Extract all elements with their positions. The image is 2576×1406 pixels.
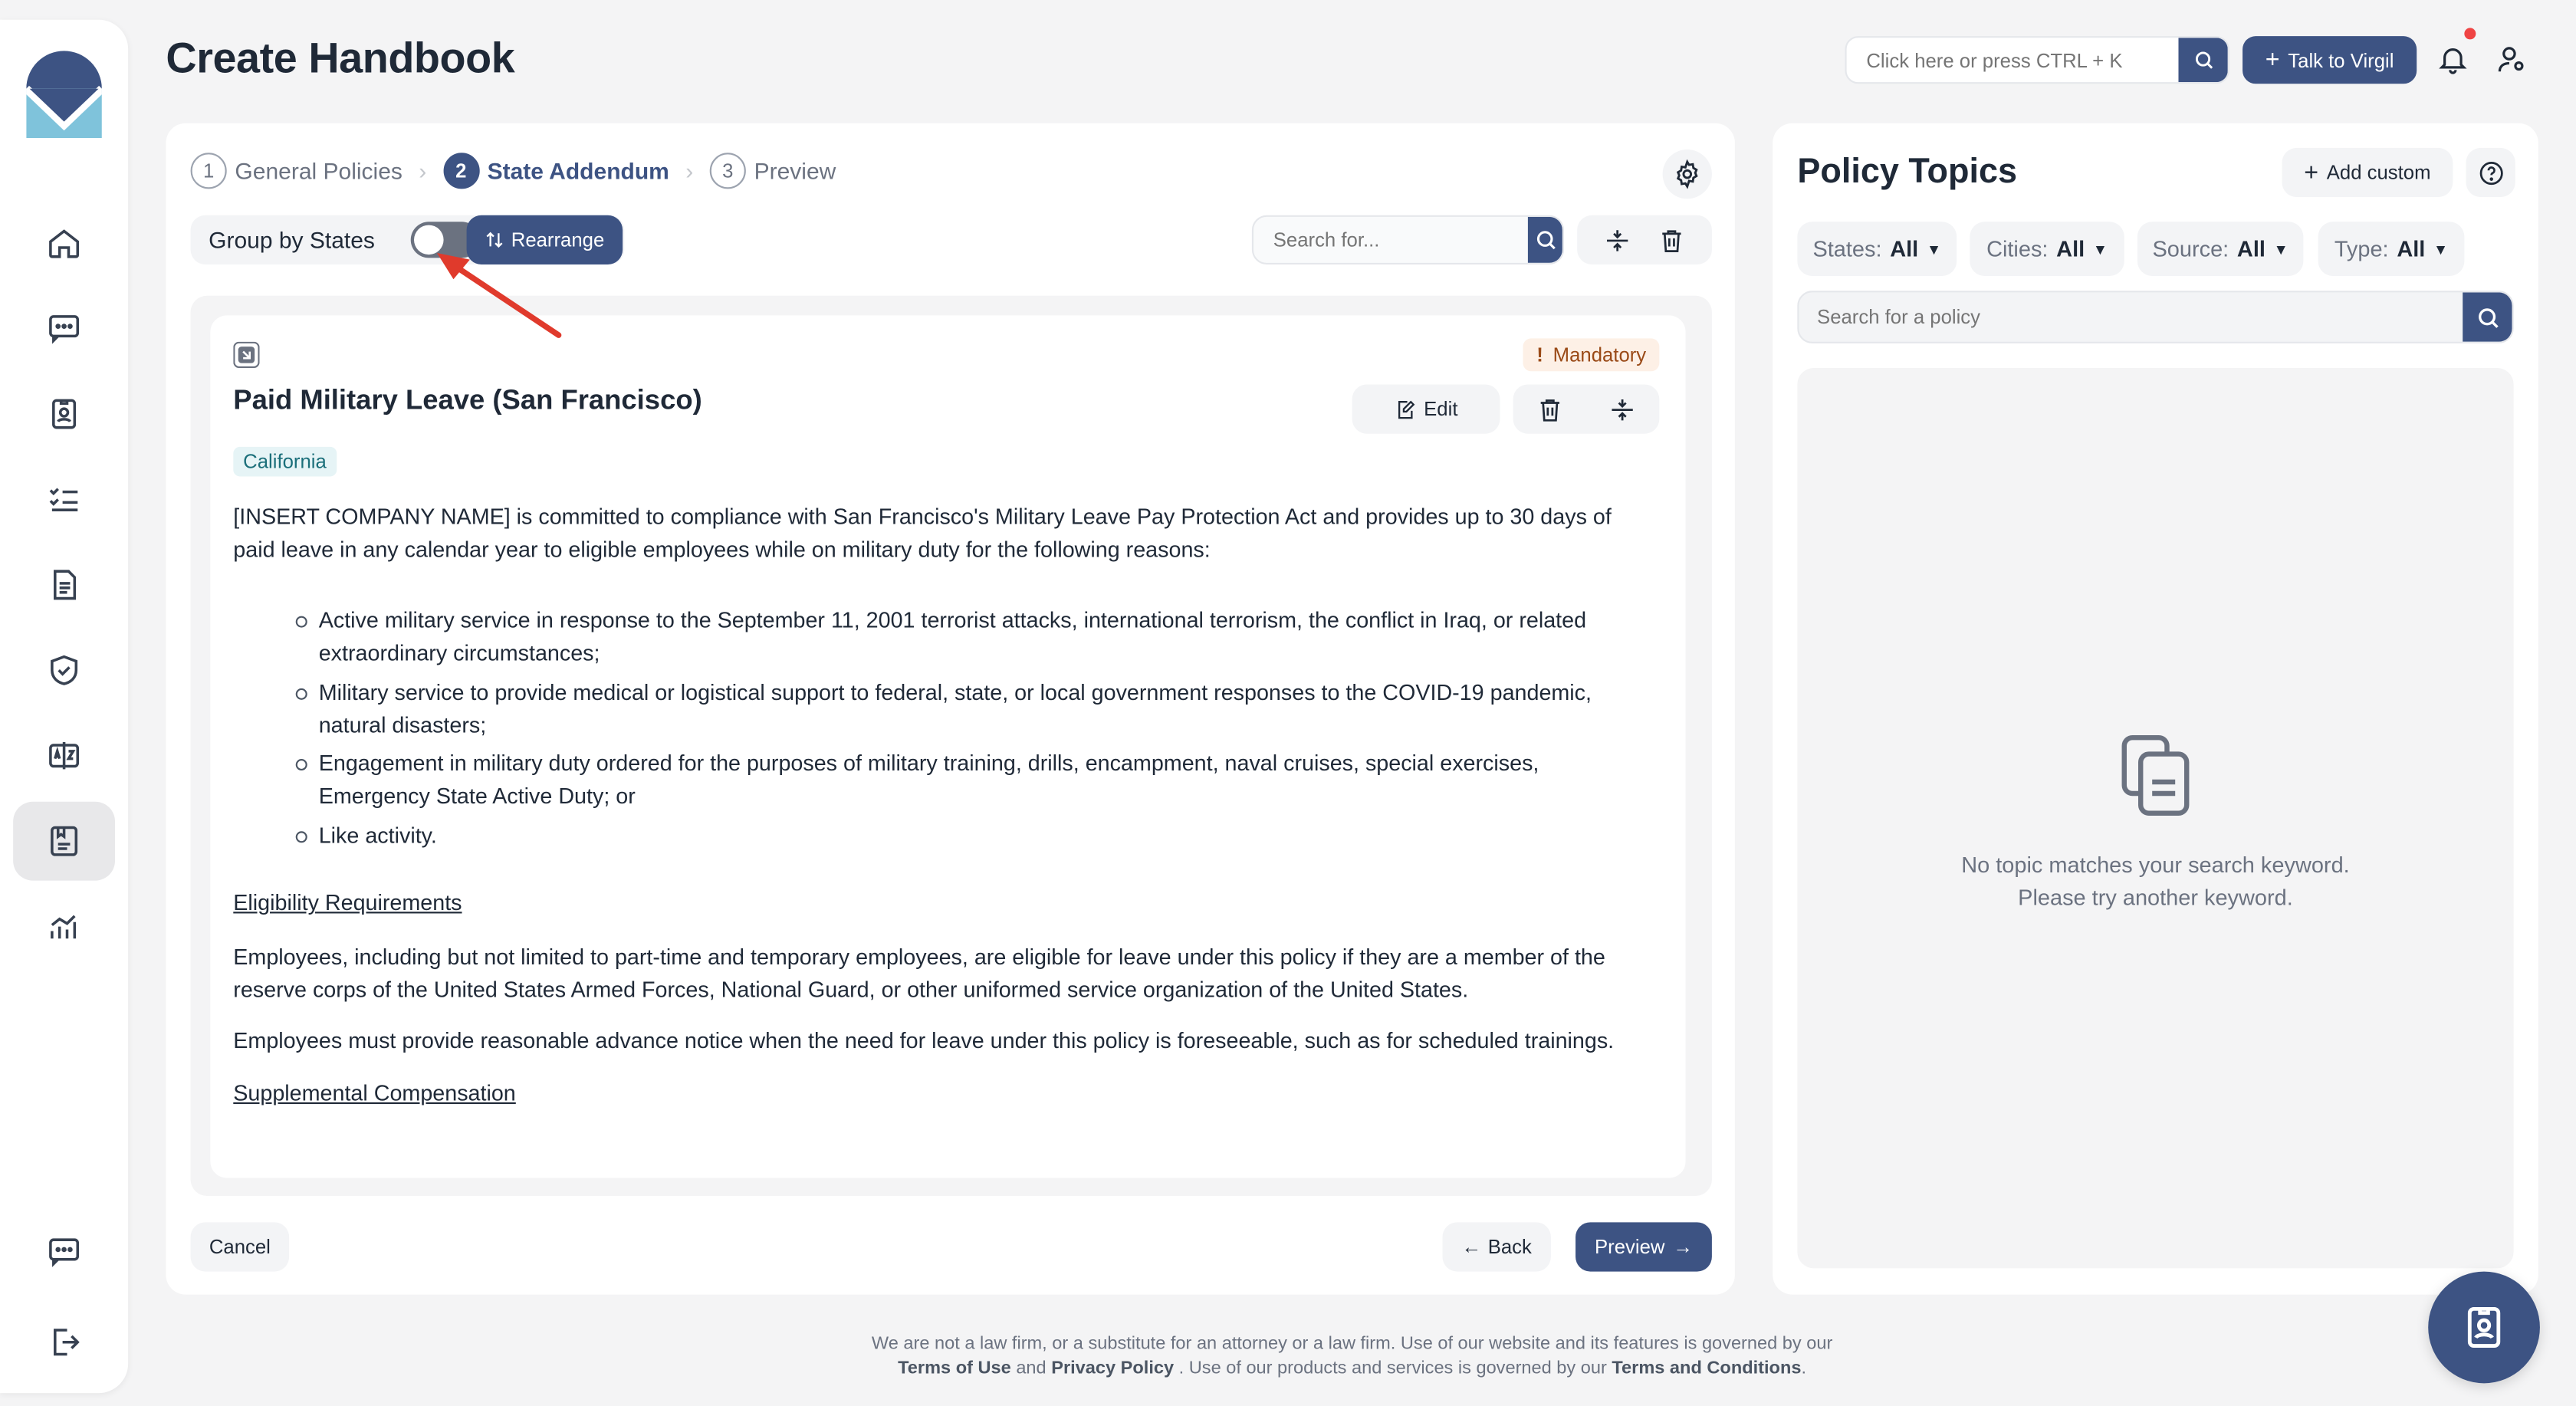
privacy-policy-link[interactable]: Privacy Policy — [1051, 1358, 1175, 1378]
footer-and: and — [1016, 1358, 1046, 1378]
search-icon — [2475, 305, 2499, 330]
trash-icon[interactable] — [1536, 395, 1563, 422]
nav-shield[interactable] — [13, 631, 115, 710]
legal-footer — [166, 1332, 2538, 1381]
policies-list — [191, 296, 1712, 1196]
filter-value: All — [2397, 236, 2426, 261]
nav-handbook[interactable] — [13, 802, 115, 881]
chat-icon — [46, 310, 82, 347]
step-number: 1 — [191, 153, 227, 189]
policy-search-input[interactable] — [1254, 217, 1528, 263]
nav-document[interactable] — [13, 545, 115, 624]
policy-search-button[interactable] — [1528, 217, 1562, 263]
topics-search-input[interactable] — [1799, 292, 2463, 341]
compare-icon — [46, 737, 82, 774]
add-custom-button[interactable] — [2282, 148, 2453, 197]
feedback-icon — [46, 1234, 82, 1270]
states-filter[interactable] — [1797, 222, 1957, 276]
sidebar — [0, 20, 128, 1393]
handbook-editor-card — [166, 123, 1734, 1295]
step-general-policies[interactable] — [191, 153, 402, 189]
edit-button[interactable] — [1352, 384, 1500, 433]
list-item: Military service to provide medical or logistical support to federal, state, or local government responses to the COVID-19 pandemic, natural disasters; — [296, 676, 1656, 741]
copy-document-icon — [2119, 733, 2191, 818]
global-search-input[interactable] — [1847, 38, 2179, 82]
nav-chat[interactable] — [13, 289, 115, 368]
badge-icon — [46, 396, 82, 432]
filter-value: All — [2236, 236, 2266, 261]
cancel-button[interactable]: Cancel — [191, 1222, 290, 1271]
filter-label: States: — [1812, 236, 1882, 261]
rearrange-label: Rearrange — [511, 228, 605, 251]
edit-icon — [1395, 399, 1416, 420]
nav-logout[interactable] — [13, 1303, 115, 1381]
list-item: Engagement in military duty ordered for the purposes of military training, drills, encampment, naval cruises, special exercises, Emergency State Active Duty; or — [296, 747, 1656, 812]
filter-value: All — [2056, 236, 2085, 261]
preview-button[interactable] — [1576, 1222, 1712, 1271]
footer-end: . — [1801, 1358, 1807, 1378]
back-button[interactable] — [1442, 1222, 1550, 1271]
caret-down-icon: ▼ — [1926, 240, 1942, 258]
nav-feedback[interactable] — [13, 1212, 115, 1291]
group-by-states-label: Group by States — [209, 226, 375, 254]
step-label: State Addendum — [487, 157, 669, 185]
user-settings-icon[interactable] — [2496, 43, 2528, 76]
gear-icon — [1672, 159, 1702, 189]
source-filter[interactable] — [2137, 222, 2303, 276]
empty-line-2: Please try another keyword. — [2018, 885, 2293, 911]
home-icon — [46, 225, 82, 261]
nav-checklist[interactable] — [13, 460, 115, 539]
policy-body — [233, 501, 1656, 1132]
plus-icon: + — [2304, 158, 2319, 187]
document-icon — [46, 567, 82, 603]
bulk-tools — [1577, 215, 1712, 264]
settings-button[interactable] — [1663, 149, 1712, 199]
edit-label: Edit — [1424, 397, 1458, 421]
policy-title: Paid Military Leave (San Francisco) — [233, 384, 702, 416]
empty-message — [1797, 849, 2513, 915]
step-number: 3 — [710, 153, 746, 189]
eligibility-paragraph: Employees, including but not limited to part-time and temporary employees, are eligible for leave under this policy if they are a member of the reserve corps of the United States Armed Forces, National Guard, or other uniformed service organization of the United States. — [233, 944, 1605, 1002]
notice-paragraph: Employees must provide reasonable advance notice when the need for leave under this policy is foreseeable, such as for scheduled trainings. — [233, 1029, 1615, 1054]
exclamation-icon: ! — [1536, 343, 1543, 366]
nav-home[interactable] — [13, 204, 115, 283]
filter-label: Cities: — [1986, 236, 2049, 261]
filter-label: Type: — [2334, 236, 2389, 261]
step-label: General Policies — [235, 157, 402, 185]
talk-to-virgil-button[interactable] — [2242, 36, 2417, 84]
filter-value: All — [1890, 236, 1919, 261]
checklist-icon — [46, 481, 82, 517]
terms-and-conditions-link[interactable]: Terms and Conditions — [1612, 1358, 1802, 1378]
arrow-right-icon: → — [1673, 1235, 1693, 1259]
nav-analytics[interactable] — [13, 887, 115, 966]
step-number: 2 — [443, 153, 479, 189]
step-preview[interactable] — [710, 153, 836, 189]
search-icon — [1533, 228, 1556, 251]
footer-mid: . Use of our products and services is governed by our — [1178, 1358, 1607, 1378]
mandatory-badge — [1523, 338, 1659, 371]
empty-line-1: No topic matches your search keyword. — [1961, 852, 2350, 878]
talk-label: Talk to Virgil — [2288, 48, 2394, 72]
collapse-icon[interactable] — [1603, 226, 1631, 254]
chevron-right-icon: › — [419, 157, 427, 185]
type-filter[interactable] — [2318, 222, 2465, 276]
back-label: Back — [1487, 1235, 1532, 1259]
help-button[interactable] — [2466, 148, 2515, 197]
preview-label: Preview — [1595, 1235, 1665, 1259]
mandatory-label: Mandatory — [1552, 343, 1647, 366]
plus-icon: + — [2265, 46, 2280, 74]
caret-down-icon: ▼ — [2092, 240, 2108, 258]
global-search[interactable] — [1845, 36, 2229, 84]
policy-topics-title: Policy Topics — [1797, 153, 2018, 191]
caret-down-icon: ▼ — [2433, 240, 2449, 258]
page-title: Create Handbook — [166, 32, 515, 83]
chevron-right-icon: › — [685, 157, 694, 185]
policy-topics-panel — [1773, 123, 2538, 1295]
supplemental-heading: Supplemental Compensation — [233, 1081, 516, 1106]
app-logo[interactable] — [26, 46, 102, 138]
help-icon — [2476, 159, 2504, 186]
terms-of-use-link[interactable]: Terms of Use — [898, 1358, 1011, 1378]
topics-empty-state — [1797, 368, 2513, 1268]
policy-intro: [INSERT COMPANY NAME] is committed to compliance with San Francisco's Military Leave Pay Protection Act and provides up to 30 days of paid leave in any calendar year to eligible employees while on military duty for the following reasons: — [233, 504, 1612, 562]
logout-icon — [46, 1324, 82, 1360]
filter-label: Source: — [2152, 236, 2229, 261]
policy-search[interactable] — [1252, 215, 1564, 264]
bell-icon[interactable] — [2436, 41, 2469, 77]
footer-line-1: We are not a law firm, or a substitute for an attorney or a law firm. Use of our website and its features is governed by our — [871, 1334, 1833, 1354]
cities-filter[interactable] — [1970, 222, 2124, 276]
add-custom-label: Add custom — [2326, 161, 2431, 185]
policy-tools — [1513, 384, 1660, 433]
global-search-button[interactable] — [2178, 38, 2227, 82]
list-item: Like activity. — [296, 820, 1656, 852]
handbook-icon — [46, 823, 82, 859]
caret-down-icon: ▼ — [2273, 240, 2288, 258]
notification-dot — [2464, 28, 2476, 39]
footer-line-2 — [166, 1357, 2538, 1381]
analytics-icon — [46, 908, 82, 944]
topics-search[interactable] — [1797, 291, 2513, 343]
list-item: Active military service in response to the September 11, 2001 terrorist attacks, international terrorism, the conflict in Iraq, or related extraordinary circumstances; — [296, 605, 1656, 669]
nav-compare[interactable] — [13, 716, 115, 795]
search-icon — [2193, 49, 2214, 71]
state-tag: California — [233, 447, 336, 477]
reasons-list — [296, 605, 1656, 851]
topics-search-button[interactable] — [2463, 292, 2512, 341]
drag-handle-icon[interactable] — [233, 342, 259, 368]
eligibility-heading: Eligibility Requirements — [233, 891, 462, 916]
step-state-addendum[interactable] — [443, 153, 669, 189]
stepper — [191, 153, 836, 189]
policy-card — [210, 315, 1685, 1178]
collapse-icon[interactable] — [1608, 395, 1636, 422]
nav-badge[interactable] — [13, 375, 115, 454]
arrow-left-icon: ← — [1461, 1235, 1482, 1259]
trash-icon[interactable] — [1658, 226, 1685, 254]
step-label: Preview — [754, 157, 836, 185]
shield-icon — [46, 652, 82, 688]
annotation-arrow — [430, 243, 571, 345]
